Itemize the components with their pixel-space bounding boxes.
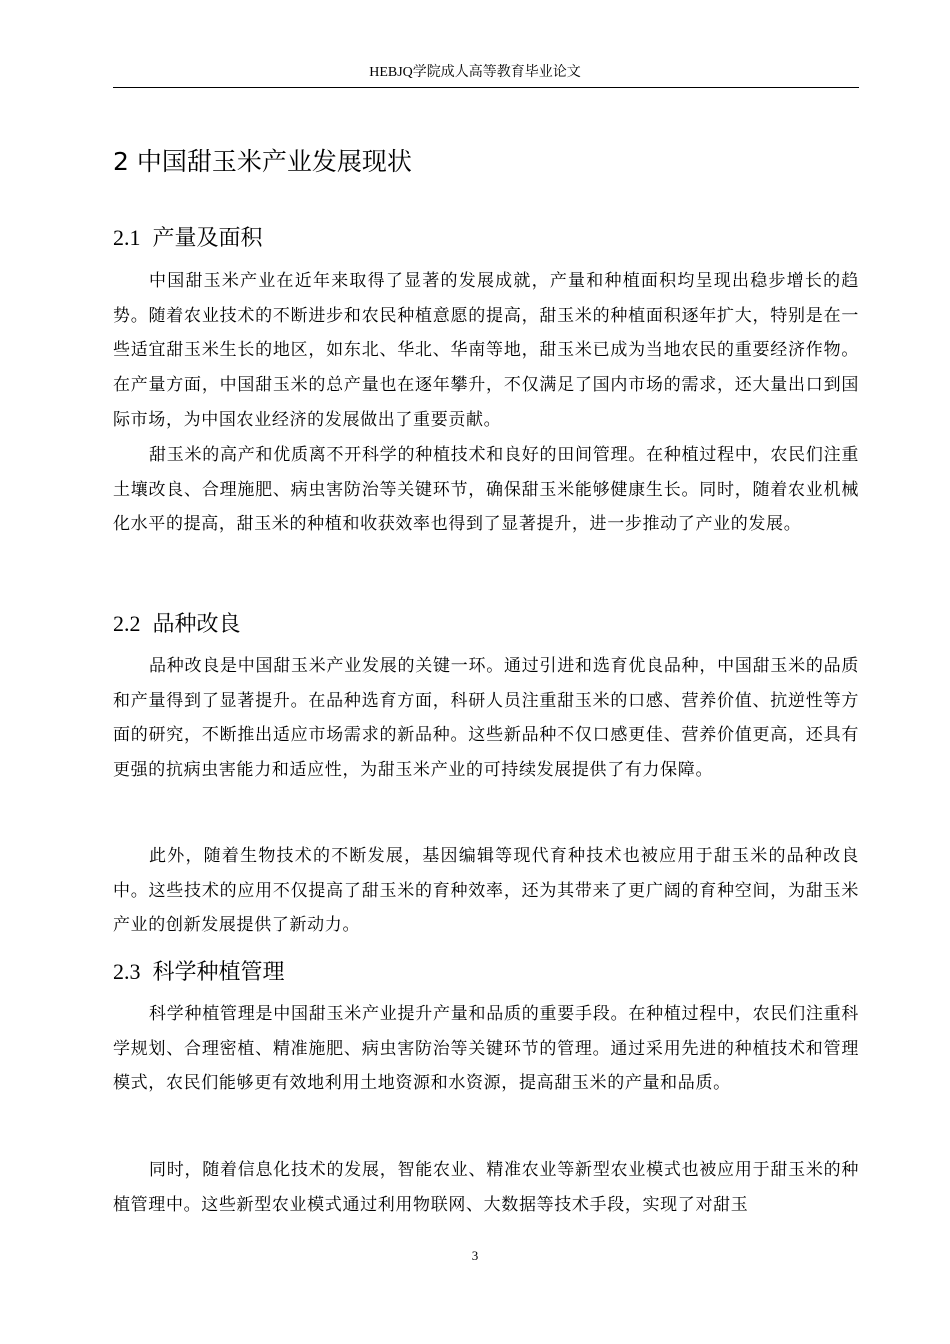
paragraph: 品种改良是中国甜玉米产业发展的关键一环。通过引进和选育优良品种，中国甜玉米的品质和产量得到了显著提升。在品种选育方面，科研人员注重甜玉米的口感、营养价值、抗逆性等方面的研究，不断推出适应市场需求的新品种。这些新品种不仅口感更佳、营养价值更高，还具有更强的抗病虫害能力和适应性，为甜玉米产业的可持续发展提供了有力保障。 bbox=[113, 656, 859, 781]
chapter-title: 2 中国甜玉米产业发展现状 bbox=[113, 147, 412, 176]
section-number: 2.1 bbox=[113, 225, 141, 250]
section-heading-2-1 bbox=[113, 224, 263, 253]
running-header: HEBJQ学院成人高等教育毕业论文 bbox=[369, 65, 581, 80]
paragraph: 此外，随着生物技术的不断发展，基因编辑等现代育种技术也被应用于甜玉米的品种改良中。这些技术的应用不仅提高了甜玉米的育种效率，还为其带来了更广阔的育种空间，为甜玉米产业的创新发展提供了新动力。 bbox=[113, 846, 859, 936]
section-title: 品种改良 bbox=[152, 612, 241, 637]
section-title: 科学种植管理 bbox=[152, 960, 285, 985]
header-rule bbox=[113, 87, 859, 88]
section-number: 2.2 bbox=[113, 611, 141, 636]
paragraph: 甜玉米的高产和优质离不开科学的种植技术和良好的田间管理。在种植过程中，农民们注重土壤改良、合理施肥、病虫害防治等关键环节，确保甜玉米能够健康生长。同时，随着农业机械化水平的提高，甜玉米的种植和收获效率也得到了显著提升，进一步推动了产业的发展。 bbox=[113, 445, 859, 535]
page-number: 3 bbox=[471, 1248, 479, 1263]
section-heading-2-3 bbox=[113, 958, 285, 987]
paragraph: 科学种植管理是中国甜玉米产业提升产量和品质的重要手段。在种植过程中，农民们注重科学规划、合理密植、精准施肥、病虫害防治等关键环节的管理。通过采用先进的种植技术和管理模式，农民们能够更有效地利用土地资源和水资源，提高甜玉米的产量和品质。 bbox=[113, 1004, 859, 1094]
section-title: 产量及面积 bbox=[152, 226, 263, 251]
section-heading-2-2 bbox=[113, 610, 241, 639]
paragraph: 同时，随着信息化技术的发展，智能农业、精准农业等新型农业模式也被应用于甜玉米的种植管理中。这些新型农业模式通过利用物联网、大数据等技术手段，实现了对甜玉 bbox=[113, 1160, 859, 1215]
section-number: 2.3 bbox=[113, 959, 141, 984]
paragraph: 中国甜玉米产业在近年来取得了显著的发展成就，产量和种植面积均呈现出稳步增长的趋势。随着农业技术的不断进步和农民种植意愿的提高，甜玉米的种植面积逐年扩大，特别是在一些适宜甜玉米生长的地区，如东北、华北、华南等地，甜玉米已成为当地农民的重要经济作物。在产量方面，中国甜玉米的总产量也在逐年攀升，不仅满足了国内市场的需求，还大量出口到国际市场，为中国农业经济的发展做出了重要贡献。 bbox=[113, 271, 859, 430]
